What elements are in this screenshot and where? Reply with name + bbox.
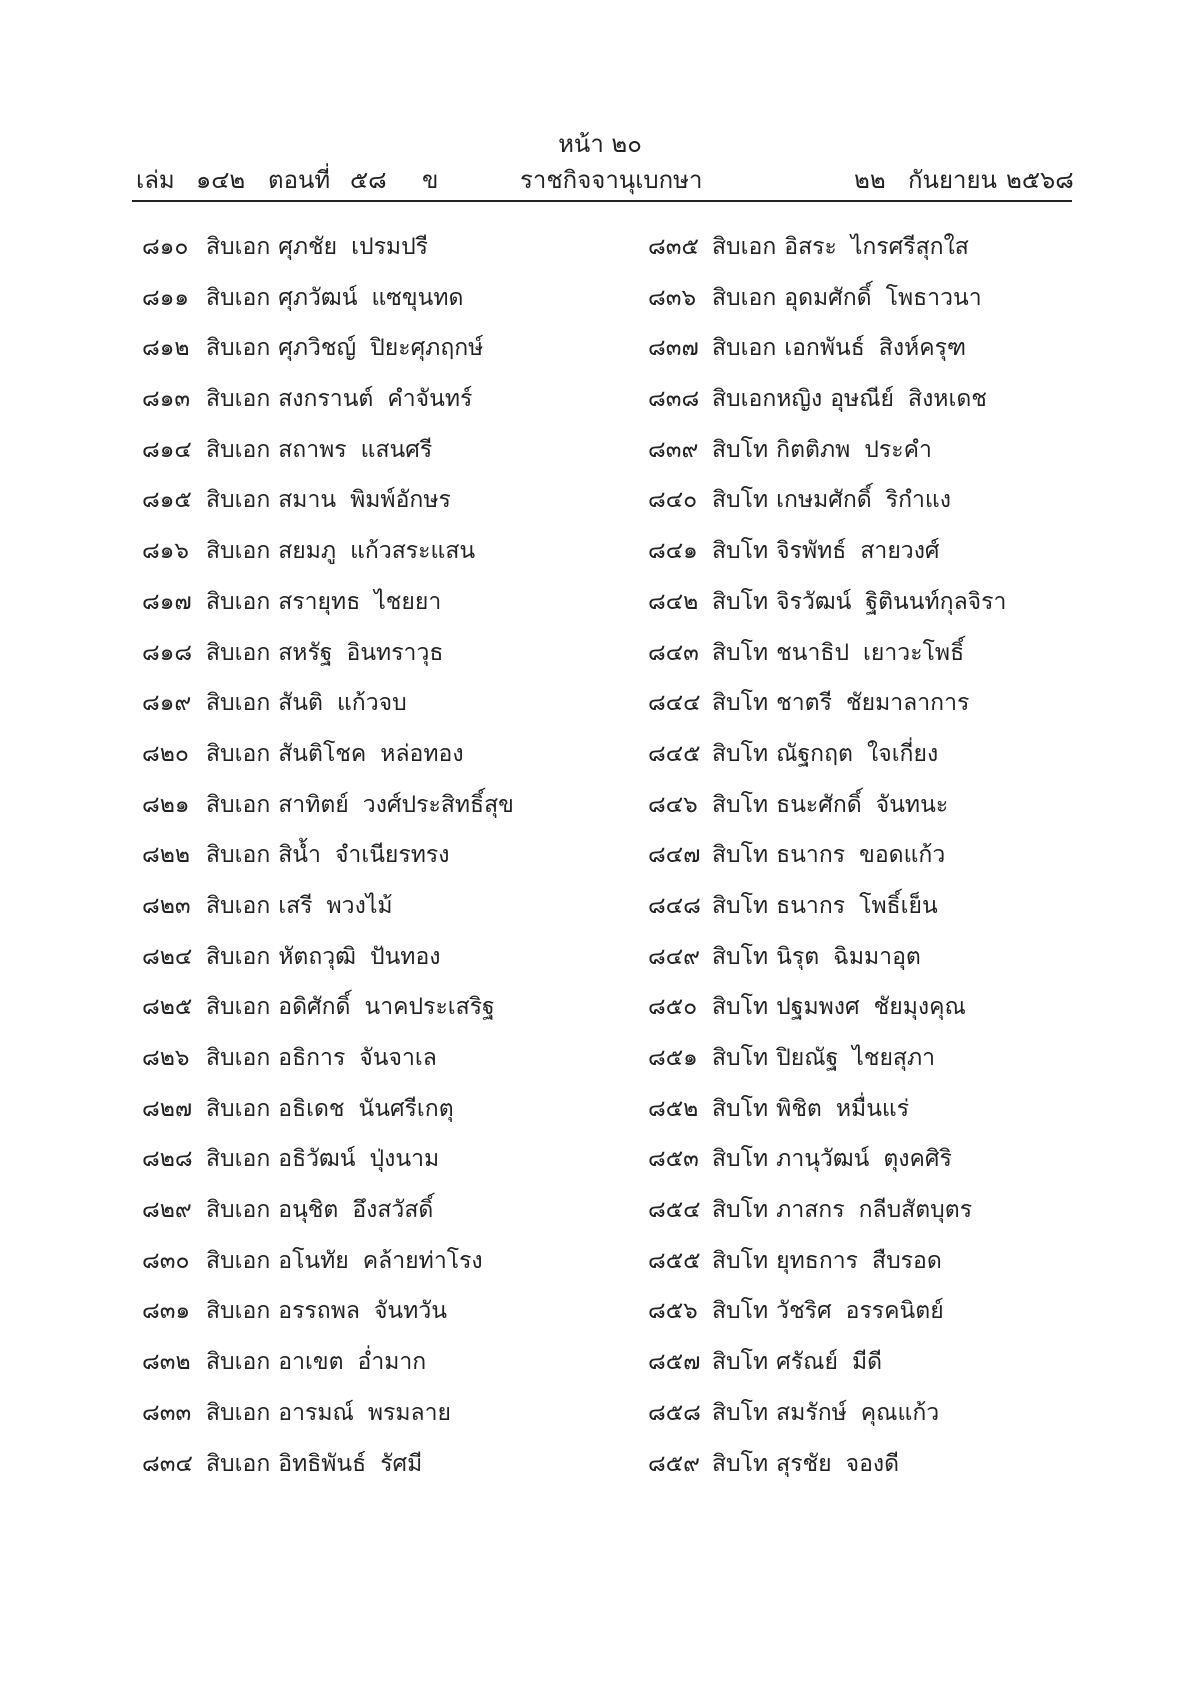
entry-given-name: อุดมศักดิ์ (784, 284, 872, 311)
entry-given-name: สิน้ำ (278, 842, 321, 869)
list-item (648, 737, 1108, 788)
list-item (142, 331, 612, 382)
entry-given-name: พิชิต (776, 1095, 822, 1122)
entry-surname: ชัยมุงคุณ (873, 994, 966, 1021)
entry-number: ๘๓๗ (648, 335, 699, 362)
entry-given-name: อุษณีย์ (830, 386, 895, 413)
entry-rank: สิบโท (712, 1095, 769, 1122)
entry-rank: สิบโท (712, 994, 769, 1021)
list-item (142, 1447, 612, 1498)
list-item (142, 230, 612, 281)
entry-surname: แก้วสระแสน (350, 538, 476, 565)
entry-surname: ชัยมาลาการ (845, 690, 970, 717)
entry-number: ๘๑๑ (142, 284, 189, 311)
entry-number: ๘๑๐ (142, 234, 189, 260)
entry-surname: ริกำแง (885, 487, 951, 514)
entry-given-name: ศุภชัย (278, 234, 338, 260)
list-item (648, 230, 1108, 281)
list-item (648, 1447, 1108, 1498)
list-item (142, 990, 612, 1041)
entry-number: ๘๒๖ (142, 1045, 190, 1071)
entry-given-name: อิสระ (784, 234, 837, 260)
list-item (648, 940, 1108, 991)
entry-rank: สิบเอก (206, 436, 271, 463)
entry-number: ๘๒๐ (142, 740, 189, 767)
entry-surname: ฐิตินนท์กุลจิรา (865, 588, 1007, 615)
entry-surname: จันทนะ (875, 791, 949, 818)
entry-rank: สิบเอก (712, 284, 777, 311)
entry-rank: สิบเอก (206, 588, 271, 615)
entry-surname: มีดี (851, 1349, 883, 1376)
entry-given-name: อธิเดช (278, 1095, 345, 1122)
entry-given-name: กิตติภพ (776, 436, 851, 463)
entry-number: ๘๒๕ (142, 994, 193, 1021)
entry-rank: สิบโท (712, 1146, 769, 1173)
entry-number: ๘๑๒ (142, 335, 190, 362)
list-item (142, 1396, 612, 1447)
entry-rank: สิบเอกหญิง (712, 386, 823, 413)
entry-surname: หล่อทอง (380, 740, 464, 767)
section-letter: ข (422, 166, 439, 194)
entry-rank: สิบโท (712, 639, 769, 666)
entry-given-name: อดิศักดิ์ (278, 994, 351, 1021)
entry-given-name: เอกพันธ์ (784, 335, 865, 362)
list-item (648, 1092, 1108, 1143)
entry-given-name: สหรัฐ (278, 639, 333, 666)
entry-given-name: ธนากร (776, 892, 846, 919)
entry-number: ๘๕๐ (648, 994, 698, 1021)
entry-number: ๘๒๓ (142, 892, 191, 919)
entry-rank: สิบเอก (206, 639, 271, 666)
list-item (648, 636, 1108, 687)
entry-number: ๘๑๕ (142, 487, 192, 514)
entry-given-name: ศรัณย์ (776, 1349, 838, 1376)
entry-number: ๘๔๑ (648, 538, 698, 565)
list-item (648, 788, 1108, 839)
entry-given-name: ศุภวัฒน์ (278, 284, 358, 311)
entry-number: ๘๓๖ (648, 284, 697, 311)
volume-number: ๑๔๒ (196, 166, 246, 194)
entry-rank: สิบเอก (206, 842, 271, 869)
entry-surname: สิงห์ครุฑ (878, 335, 967, 362)
entry-rank: สิบโท (712, 436, 769, 463)
entry-number: ๘๒๙ (142, 1197, 192, 1224)
entry-given-name: อโนทัย (278, 1247, 349, 1274)
entry-surname: หมื่นแร่ (835, 1095, 910, 1122)
list-item (142, 433, 612, 484)
entry-given-name: สมรักษ์ (776, 1399, 847, 1426)
entry-rank: สิบเอก (206, 1247, 271, 1274)
list-item (648, 990, 1108, 1041)
entry-surname: พิมพ์อักษร (350, 487, 451, 514)
entry-given-name: ยุทธการ (776, 1247, 859, 1274)
entry-rank: สิบเอก (206, 690, 271, 717)
entry-number: ๘๕๙ (648, 1450, 700, 1477)
gazette-title: ราชกิจจานุเบกษา (520, 166, 703, 194)
entry-given-name: ณัฐกฤต (776, 740, 853, 767)
entry-surname: อรรคนิตย์ (845, 1298, 944, 1325)
entry-given-name: สันติ (278, 690, 323, 717)
entry-number: ๘๔๓ (648, 639, 699, 666)
entry-surname: ปันทอง (369, 943, 441, 970)
entry-given-name: เกษมศักดิ์ (776, 487, 872, 514)
entry-surname: รัศมี (380, 1450, 423, 1477)
page-number: หน้า ๒๐ (558, 130, 642, 158)
entry-given-name: สาทิตย์ (278, 791, 349, 818)
entry-surname: ไชยยา (374, 588, 442, 615)
entry-given-name: นิรุต (776, 943, 820, 970)
list-item (142, 1193, 612, 1244)
entry-surname: สืบรอด (872, 1247, 942, 1274)
entry-given-name: ธนากร (776, 842, 846, 869)
entry-number: ๘๒๗ (142, 1095, 193, 1122)
entry-given-name: ภานุวัฒน์ (776, 1146, 870, 1173)
entry-number: ๘๑๙ (142, 690, 192, 717)
entry-number: ๘๓๘ (648, 386, 700, 413)
entry-surname: ไกรศรีสุกใส (850, 234, 969, 260)
entry-number: ๘๕๗ (648, 1349, 701, 1376)
name-list-left (142, 230, 612, 1497)
entry-rank: สิบเอก (206, 487, 271, 514)
date-day: ๒๒ (854, 166, 886, 194)
entry-number: ๘๕๒ (648, 1095, 699, 1122)
list-item (142, 1294, 612, 1345)
entry-surname: ฉิมมาอุต (833, 943, 921, 970)
entry-given-name: สมาน (278, 487, 337, 514)
entry-rank: สิบโท (712, 1045, 769, 1071)
entry-rank: สิบโท (712, 1197, 769, 1224)
list-item (648, 1041, 1108, 1092)
entry-rank: สิบเอก (206, 1399, 271, 1426)
entry-number: ๘๓๙ (648, 436, 699, 463)
list-item (648, 1294, 1108, 1345)
entry-given-name: ชาตรี (776, 690, 832, 717)
entry-given-name: สถาพร (278, 436, 347, 463)
entry-surname: คล้ายท่าโรง (362, 1247, 483, 1274)
date-year: ๒๕๖๘ (1006, 166, 1074, 194)
list-item (142, 585, 612, 636)
entry-number: ๘๓๓ (142, 1399, 192, 1426)
entry-given-name: อธิวัฒน์ (278, 1146, 356, 1173)
entry-rank: สิบโท (712, 1450, 769, 1477)
entry-number: ๘๓๑ (142, 1298, 191, 1325)
entry-number: ๘๔๔ (648, 690, 701, 717)
entry-given-name: จิรพัทธ์ (776, 538, 847, 565)
entry-rank: สิบเอก (206, 943, 271, 970)
entry-surname: จองดี (845, 1450, 900, 1477)
entry-surname: สายวงศ์ (860, 538, 940, 565)
entry-given-name: สยมภู (278, 538, 337, 565)
entry-given-name: อธิการ (278, 1045, 346, 1071)
issue-label: ตอนที่ (268, 166, 331, 194)
entry-surname: พรมลาย (367, 1399, 452, 1426)
entry-rank: สิบเอก (712, 335, 777, 362)
entry-rank: สิบโท (712, 690, 769, 717)
entry-rank: สิบโท (712, 1399, 769, 1426)
entry-given-name: สุรชัย (776, 1450, 832, 1477)
entry-surname: แก้วจบ (336, 690, 407, 717)
entry-surname: ประคำ (864, 436, 932, 463)
entry-given-name: อรรถพล (278, 1298, 360, 1325)
entry-number: ๘๔๒ (648, 588, 699, 615)
entry-surname: แสนศรี (360, 436, 433, 463)
header-divider (132, 200, 1072, 202)
entry-number: ๘๒๒ (142, 842, 191, 869)
entry-rank: สิบโท (712, 892, 769, 919)
entry-surname: อินทราวุธ (346, 639, 444, 666)
entry-surname: โพธาวนา (885, 284, 982, 311)
entry-surname: แซขุนทด (371, 284, 464, 311)
entry-rank: สิบเอก (206, 994, 271, 1021)
entry-surname: โพธิ์เย็น (859, 892, 938, 919)
issue-number: ๕๘ (350, 166, 387, 194)
entry-given-name: อิทธิพันธ์ (278, 1450, 367, 1477)
list-item (142, 838, 612, 889)
entry-rank: สิบเอก (206, 1095, 271, 1122)
list-item (648, 889, 1108, 940)
date-month: กันยายน (908, 166, 997, 194)
entry-number: ๘๓๐ (142, 1247, 190, 1274)
entry-rank: สิบเอก (206, 335, 271, 362)
entry-number: ๘๕๓ (648, 1146, 699, 1173)
entry-given-name: จิรวัฒน์ (776, 588, 852, 615)
entry-number: ๘๑๔ (142, 436, 192, 463)
entry-number: ๘๒๑ (142, 791, 190, 818)
entry-surname: ปุ่งนาม (369, 1146, 440, 1173)
entry-rank: สิบโท (712, 1247, 769, 1274)
entry-number: ๘๕๘ (648, 1399, 701, 1426)
entry-given-name: เสรี (278, 892, 313, 919)
list-item (142, 636, 612, 687)
entry-surname: ไชยสุภา (852, 1045, 936, 1071)
entry-surname: อ่ำมาก (357, 1349, 427, 1376)
gazette-header (132, 160, 1072, 196)
entry-surname: เยาวะโพธิ์ (863, 639, 965, 666)
entry-number: ๘๔๙ (648, 943, 700, 970)
volume-label: เล่ม (136, 166, 175, 194)
entry-number: ๘๔๕ (648, 740, 701, 767)
entry-number: ๘๕๑ (648, 1045, 698, 1071)
entry-surname: พวงไม้ (326, 892, 393, 919)
entry-surname: วงศ์ประสิทธิ์สุข (362, 791, 514, 818)
list-item (142, 382, 612, 433)
entry-number: ๘๓๒ (142, 1349, 191, 1376)
entry-surname: กลีบสัตบุตร (858, 1197, 973, 1224)
entry-given-name: หัตถวุฒิ (278, 943, 356, 970)
entry-rank: สิบเอก (206, 1298, 271, 1325)
list-item (142, 737, 612, 788)
entry-number: ๘๔๗ (648, 842, 701, 869)
entry-given-name: ชนาธิป (776, 639, 850, 666)
list-item (142, 1142, 612, 1193)
entry-number: ๘๑๓ (142, 386, 191, 413)
entry-number: ๘๓๔ (142, 1450, 193, 1477)
list-item (142, 686, 612, 737)
entry-surname: คำจันทร์ (387, 386, 473, 413)
entry-number: ๘๕๔ (648, 1197, 701, 1224)
list-item (648, 281, 1108, 332)
entry-surname: คุณแก้ว (860, 1399, 940, 1426)
entry-rank: สิบเอก (206, 791, 271, 818)
list-item (648, 382, 1108, 433)
list-item (648, 1142, 1108, 1193)
entry-surname: อึงสวัสดิ์ (352, 1197, 434, 1224)
entry-given-name: สรายุทธ (278, 588, 361, 615)
entry-rank: สิบโท (712, 842, 769, 869)
entry-surname: นาคประเสริฐ (364, 994, 495, 1021)
entry-number: ๘๒๘ (142, 1146, 193, 1173)
entry-surname: สิงหเดช (908, 386, 987, 413)
entry-given-name: อาเขต (278, 1349, 344, 1376)
entry-number: ๘๕๕ (648, 1247, 701, 1274)
entry-rank: สิบโท (712, 791, 769, 818)
entry-rank: สิบเอก (206, 740, 271, 767)
entry-number: ๘๒๔ (142, 943, 193, 970)
list-item (648, 1345, 1108, 1396)
entry-given-name: ปิยณัฐ (776, 1045, 839, 1071)
list-item (142, 281, 612, 332)
list-item (648, 331, 1108, 382)
entry-rank: สิบโท (712, 943, 769, 970)
name-list-right (648, 230, 1108, 1497)
entry-given-name: ธนะศักดิ์ (776, 791, 862, 818)
entry-given-name: สงกรานต์ (278, 386, 374, 413)
entry-rank: สิบเอก (206, 538, 271, 565)
list-item (142, 1244, 612, 1295)
entry-rank: สิบเอก (712, 234, 777, 260)
entry-number: ๘๔๘ (648, 892, 701, 919)
entry-rank: สิบเอก (206, 234, 271, 260)
entry-surname: ตุงคศิริ (883, 1146, 952, 1173)
entry-given-name: สันติโชค (278, 740, 367, 767)
list-item (142, 534, 612, 585)
entry-number: ๘๓๕ (648, 234, 699, 260)
list-item (142, 889, 612, 940)
list-item (648, 534, 1108, 585)
entry-number: ๘๑๘ (142, 639, 193, 666)
entry-surname: เปรมปรี (351, 234, 429, 260)
list-item (648, 585, 1108, 636)
entry-surname: ขอดแก้ว (859, 842, 946, 869)
entry-given-name: อารมณ์ (278, 1399, 354, 1426)
entry-given-name: ภาสกร (776, 1197, 845, 1224)
entry-rank: สิบโท (712, 588, 769, 615)
entry-number: ๘๕๖ (648, 1298, 698, 1325)
list-item (142, 1092, 612, 1143)
entry-given-name: ปฐมพงศ (776, 994, 860, 1021)
entry-surname: จันจาเล (359, 1045, 437, 1071)
entry-given-name: ศุภวิชญ์ (278, 335, 357, 362)
entry-surname: ใจเกี่ยง (866, 740, 939, 767)
list-item (648, 1396, 1108, 1447)
list-item (142, 1041, 612, 1092)
entry-rank: สิบโท (712, 1349, 769, 1376)
list-item (142, 1345, 612, 1396)
entry-surname: จันทวัน (373, 1298, 447, 1325)
list-item (648, 483, 1108, 534)
list-item (142, 483, 612, 534)
entry-rank: สิบโท (712, 740, 769, 767)
entry-given-name: วัชริศ (776, 1298, 832, 1325)
list-item (648, 686, 1108, 737)
entry-rank: สิบเอก (206, 1349, 271, 1376)
entry-number: ๘๑๗ (142, 588, 192, 615)
list-item (648, 1193, 1108, 1244)
entry-rank: สิบโท (712, 487, 769, 514)
entry-rank: สิบเอก (206, 1197, 271, 1224)
list-item (648, 838, 1108, 889)
entry-rank: สิบเอก (206, 1146, 271, 1173)
entry-rank: สิบเอก (206, 386, 271, 413)
entry-number: ๘๔๖ (648, 791, 698, 818)
entry-given-name: อนุชิต (278, 1197, 339, 1224)
entry-surname: นันศรีเกตุ (358, 1095, 454, 1122)
entry-rank: สิบโท (712, 538, 769, 565)
list-item (142, 940, 612, 991)
entry-rank: สิบเอก (206, 1450, 271, 1477)
list-item (648, 1244, 1108, 1295)
entry-number: ๘๔๐ (648, 487, 698, 514)
entry-rank: สิบเอก (206, 892, 271, 919)
list-item (142, 788, 612, 839)
entry-number: ๘๑๖ (142, 538, 189, 565)
entry-surname: จำเนียรทรง (334, 842, 450, 869)
entry-rank: สิบเอก (206, 1045, 271, 1071)
entry-rank: สิบเอก (206, 284, 271, 311)
entry-surname: ปิยะศุภฤกษ์ (370, 335, 484, 362)
entry-rank: สิบโท (712, 1298, 769, 1325)
list-item (648, 433, 1108, 484)
